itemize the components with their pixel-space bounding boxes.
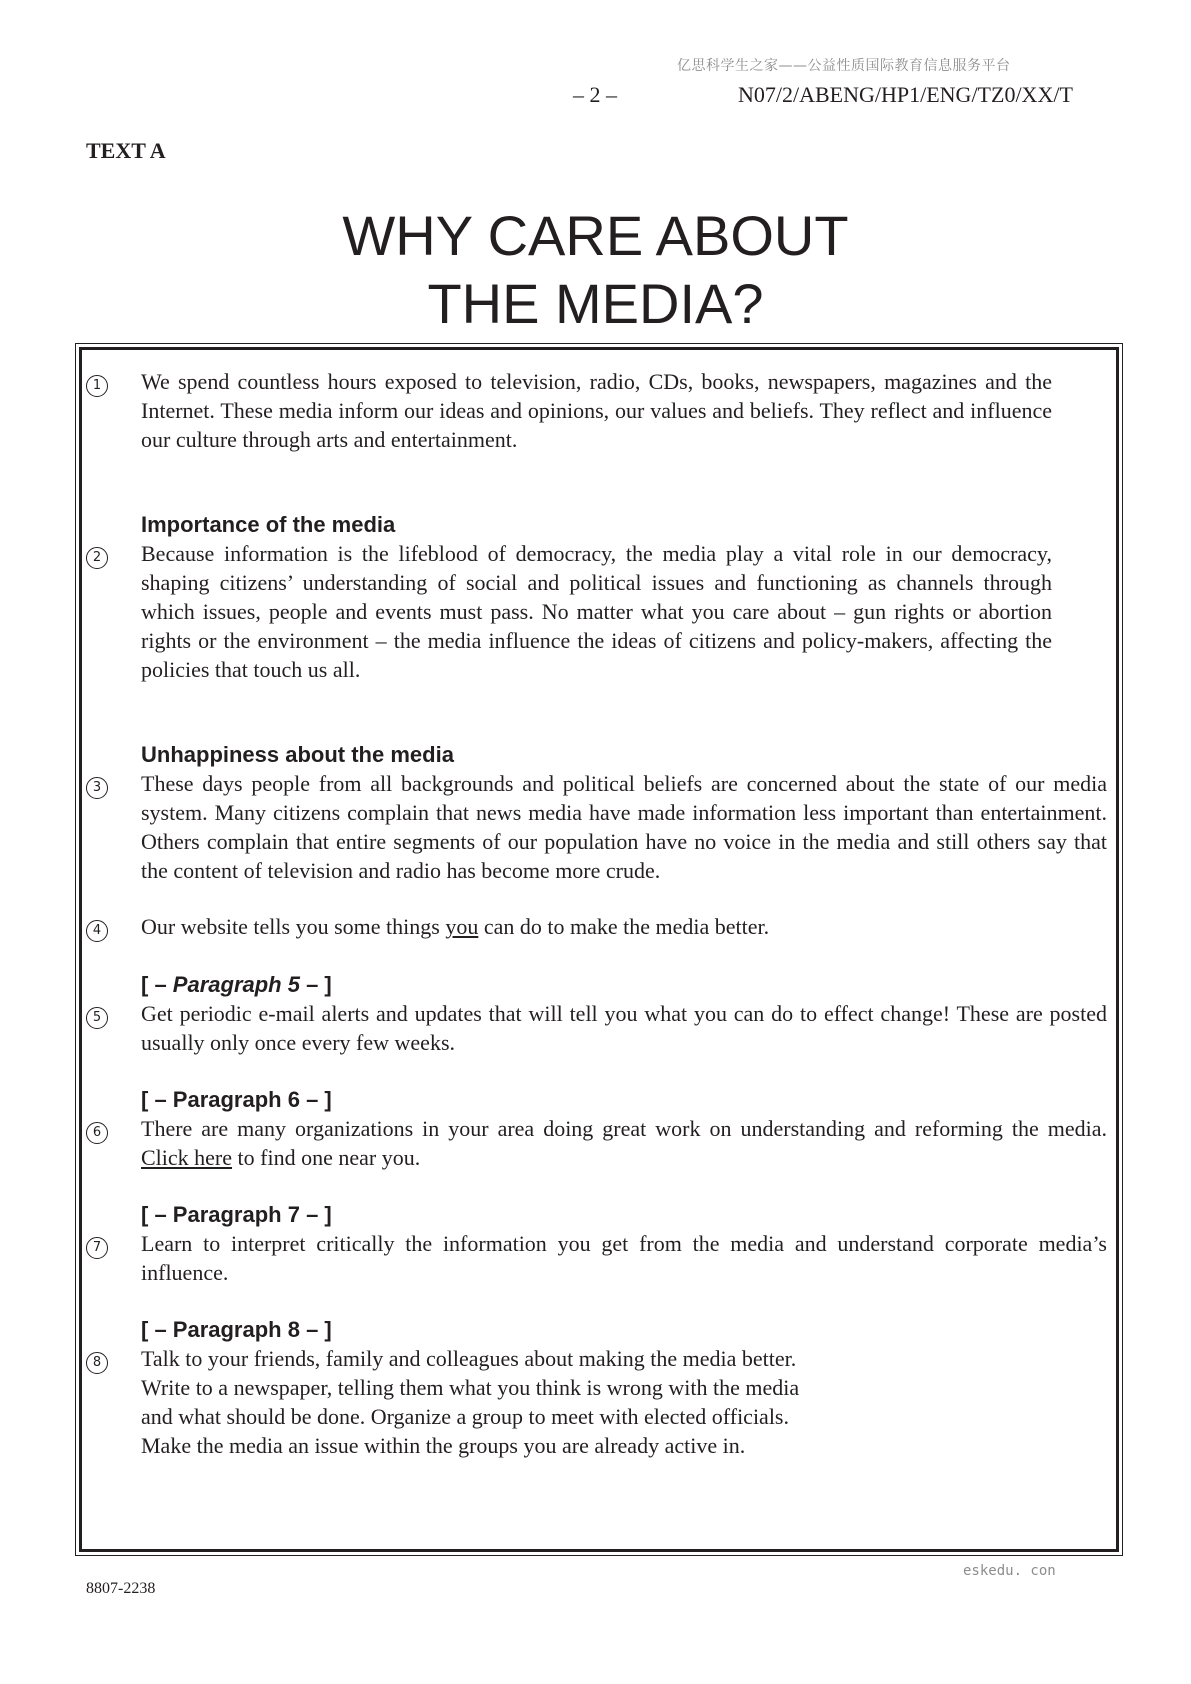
paragraph-number-4: 4 <box>86 920 108 942</box>
paragraph-number-7: 7 <box>86 1237 108 1259</box>
heading-5-close: – ] <box>299 972 332 997</box>
paragraph-1: We spend countless hours exposed to television, radio, CDs, books, newspapers, magazines and the Internet. These media inform our ideas and opinions, our values and beliefs. They reflect and influence our culture through arts and entertainment. <box>141 369 1052 452</box>
paragraph-number-6: 6 <box>86 1122 108 1144</box>
text-label: TEXT A <box>86 138 166 163</box>
click-here-link[interactable]: Click here <box>141 1145 233 1170</box>
section-heading-importance: Importance of the media <box>141 512 396 537</box>
title-line-1: WHY CARE ABOUT <box>342 204 849 267</box>
paragraph-4-text-before: Our website tells you some things <box>141 914 446 939</box>
paragraph-5: Get periodic e-mail alerts and updates that will tell you what you can do to effect change! These are posted usually only once every few weeks. <box>141 1001 1107 1055</box>
page-number: – 2 – <box>573 82 617 107</box>
document-code: N07/2/ABENG/HP1/ENG/TZ0/XX/T <box>738 82 1073 107</box>
section-heading-unhappiness: Unhappiness about the media <box>141 742 454 767</box>
section-heading-paragraph-7: [ – Paragraph 7 – ] <box>141 1202 332 1227</box>
paragraph-8: Talk to your friends, family and colleagues about making the media better. Write to a newspaper, telling them what you think is wrong with the media and what should be done. Organize a group to meet with elected officials. Make the media an issue within the groups you are already active in. <box>141 1346 800 1458</box>
section-heading-paragraph-6: [ – Paragraph 6 – ] <box>141 1087 332 1112</box>
paragraph-3: These days people from all backgrounds and political beliefs are concerned about the state of our media system. Many citizens complain that news media have made information less important than entertainment. Others complain that entire segments of our population have no voice in the media and still others say that the content of television and radio has become more crude. <box>141 771 1107 883</box>
page-title <box>0 202 1191 338</box>
heading-5-open: [ – <box>141 972 173 997</box>
paragraph-number-8: 8 <box>86 1352 108 1374</box>
paragraph-4-text-after: can do to make the media better. <box>478 914 770 939</box>
title-line-2: THE MEDIA? <box>427 272 764 335</box>
heading-5-label: Paragraph 5 <box>172 972 300 997</box>
watermark-text: 亿思科学生之家——公益性质国际教育信息服务平台 <box>677 58 1011 74</box>
paragraph-6-text-after: to find one near you. <box>232 1145 421 1170</box>
footer-site-watermark: eskedu. con <box>963 1563 1056 1579</box>
paragraph-number-2: 2 <box>86 547 108 569</box>
paragraph-7: Learn to interpret critically the information you get from the media and understand corporate media’s influence. <box>141 1231 1107 1285</box>
footer-code: 8807-2238 <box>86 1580 156 1597</box>
section-heading-paragraph-8: [ – Paragraph 8 – ] <box>141 1317 332 1342</box>
paragraph-4 <box>141 912 1107 941</box>
paragraph-2: Because information is the lifeblood of democracy, the media play a vital role in our democracy, shaping citizens’ understanding of social and political issues and functioning as channels through which issues, people and events must pass. No matter what you care about – gun rights or abortion rights or the environment – the media influence the ideas of citizens and policy-makers, affecting the policies that touch us all. <box>141 541 1052 682</box>
paragraph-6-text-before: There are many organizations in your area doing great work on understanding and reforming the media. <box>141 1116 1107 1141</box>
section-heading-paragraph-5 <box>141 972 332 998</box>
paragraph-number-3: 3 <box>86 777 108 799</box>
paragraph-6 <box>141 1114 1107 1172</box>
paragraph-4-underlined-word: you <box>445 914 479 939</box>
paragraph-number-5: 5 <box>86 1007 108 1029</box>
paragraph-number-1: 1 <box>86 375 108 397</box>
